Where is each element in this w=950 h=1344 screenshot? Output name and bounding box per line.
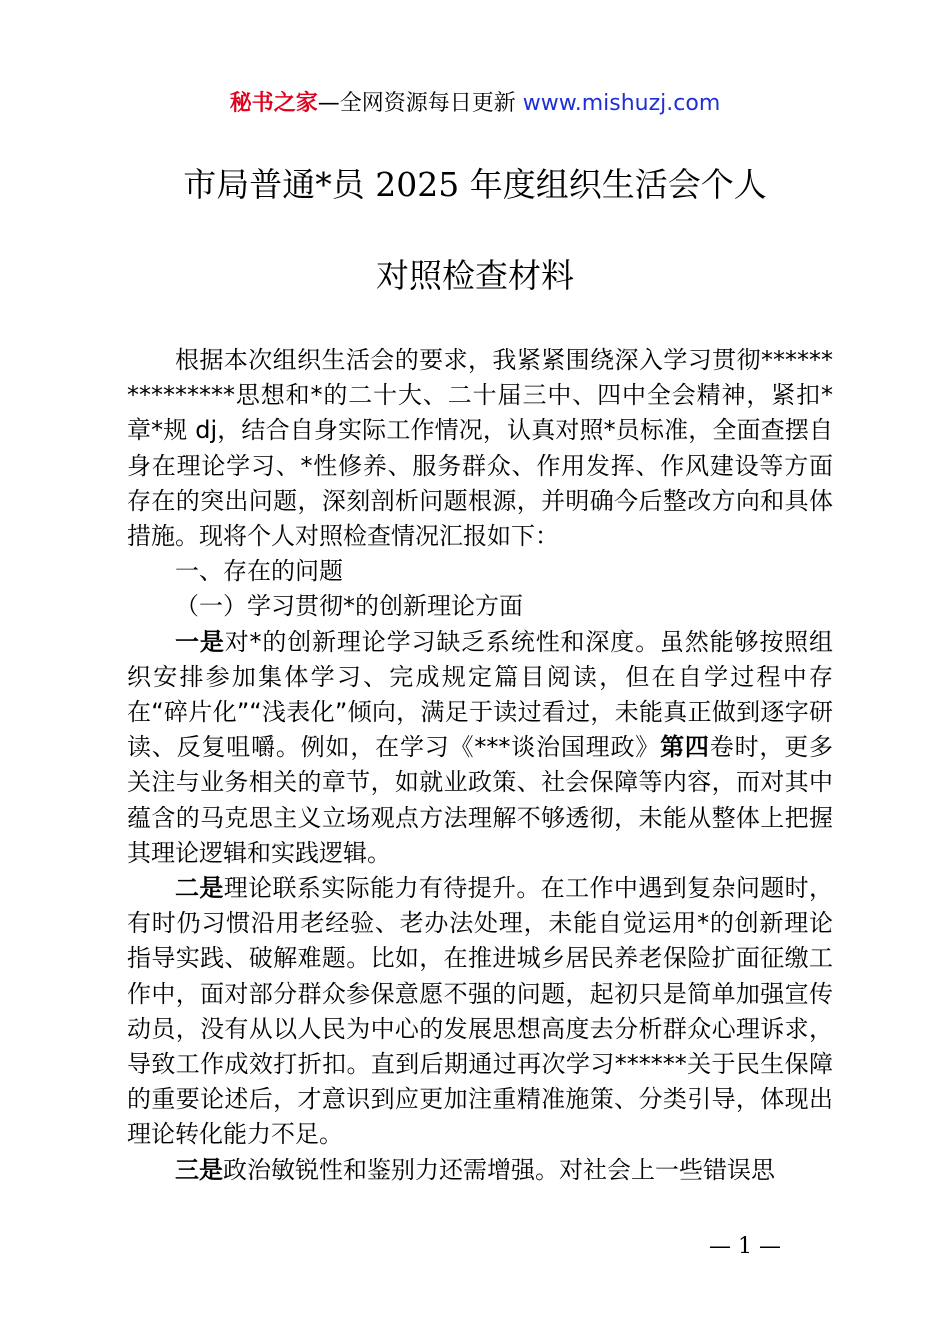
item-1-lead: 一是 — [175, 627, 225, 656]
document-title-line-2: 对照检查材料 — [376, 256, 574, 295]
page-number: — 1 — — [709, 1234, 781, 1259]
item-3-text: 政治敏锐性和鉴别力还需增强。对社会上一些错误思 — [223, 1155, 775, 1184]
item-1-text-a: 对*的创新理论学习缺乏系统性和深度。虽然能够按照组织安排参加集体学习、完成规定篇目阅读，但在自学过程中存在“碎片化”“浅表化”倾向，满足于读过看过，未能真正做到逐字研读、反复咀嚼。例如，在学习《***谈治国理政》 — [127, 627, 834, 762]
item-paragraph-1 — [127, 625, 833, 871]
subsection-heading: （一）学习贯彻*的创新理论方面 — [175, 592, 523, 621]
intro-paragraph: 根据本次组织生活会的要求，我紧紧围绕深入学习贯彻***************思想和*的二十大、二十届三中、四中全会精神，紧扣*章*规 dj，结合自身实际工作情况，认真对照*员标准，全面查摆自身在理论学习、*性修养、服务群众、作用发挥、作风建设等方面存在的突出问题，深刻剖析问题根源，并明确今后整改方向和具体措施。现将个人对照检查情况汇报如下： — [127, 346, 833, 551]
item-3-lead: 三是 — [175, 1155, 223, 1184]
document-body — [127, 343, 833, 1188]
item-paragraph-3 — [127, 1153, 833, 1188]
item-1-bold-mid: 第四 — [660, 733, 710, 762]
header-site-url[interactable]: www.mishuzj.com — [522, 91, 721, 116]
section-heading: 一、存在的问题 — [175, 557, 343, 586]
header-brand: 秘书之家 — [229, 91, 318, 116]
site-header — [0, 88, 950, 120]
item-2-lead: 二是 — [175, 874, 224, 903]
item-paragraph-2 — [127, 871, 833, 1153]
item-1-text-b: 卷时，更多关注与业务相关的章节，如就业政策、社会保障等内容，而对其中蕴含的马克思主义立场观点方法理解不够透彻，未能从整体上把握其理论逻辑和实践逻辑。 — [127, 733, 834, 867]
item-2-text: 理论联系实际能力有待提升。在工作中遇到复杂问题时，有时仍习惯沿用老经验、老办法处理，未能自觉运用*的创新理论指导实践、破解难题。比如，在推进城乡居民养老保险扩面征缴工作中，面对部分群众参保意愿不强的问题，起初只是简单加强宣传动员，没有从以人民为中心的发展思想高度去分析群众心理诉求，导致工作成效打折扣。直到后期通过再次学习******关于民生保障的重要论述后，才意识到应更加注重精准施策、分类引导，体现出理论转化能力不足。 — [127, 874, 834, 1149]
header-tagline: —全网资源每日更新 — [317, 91, 523, 116]
document-title-line-1: 市局普通*员 2025 年度组织生活会个人 — [183, 165, 767, 204]
